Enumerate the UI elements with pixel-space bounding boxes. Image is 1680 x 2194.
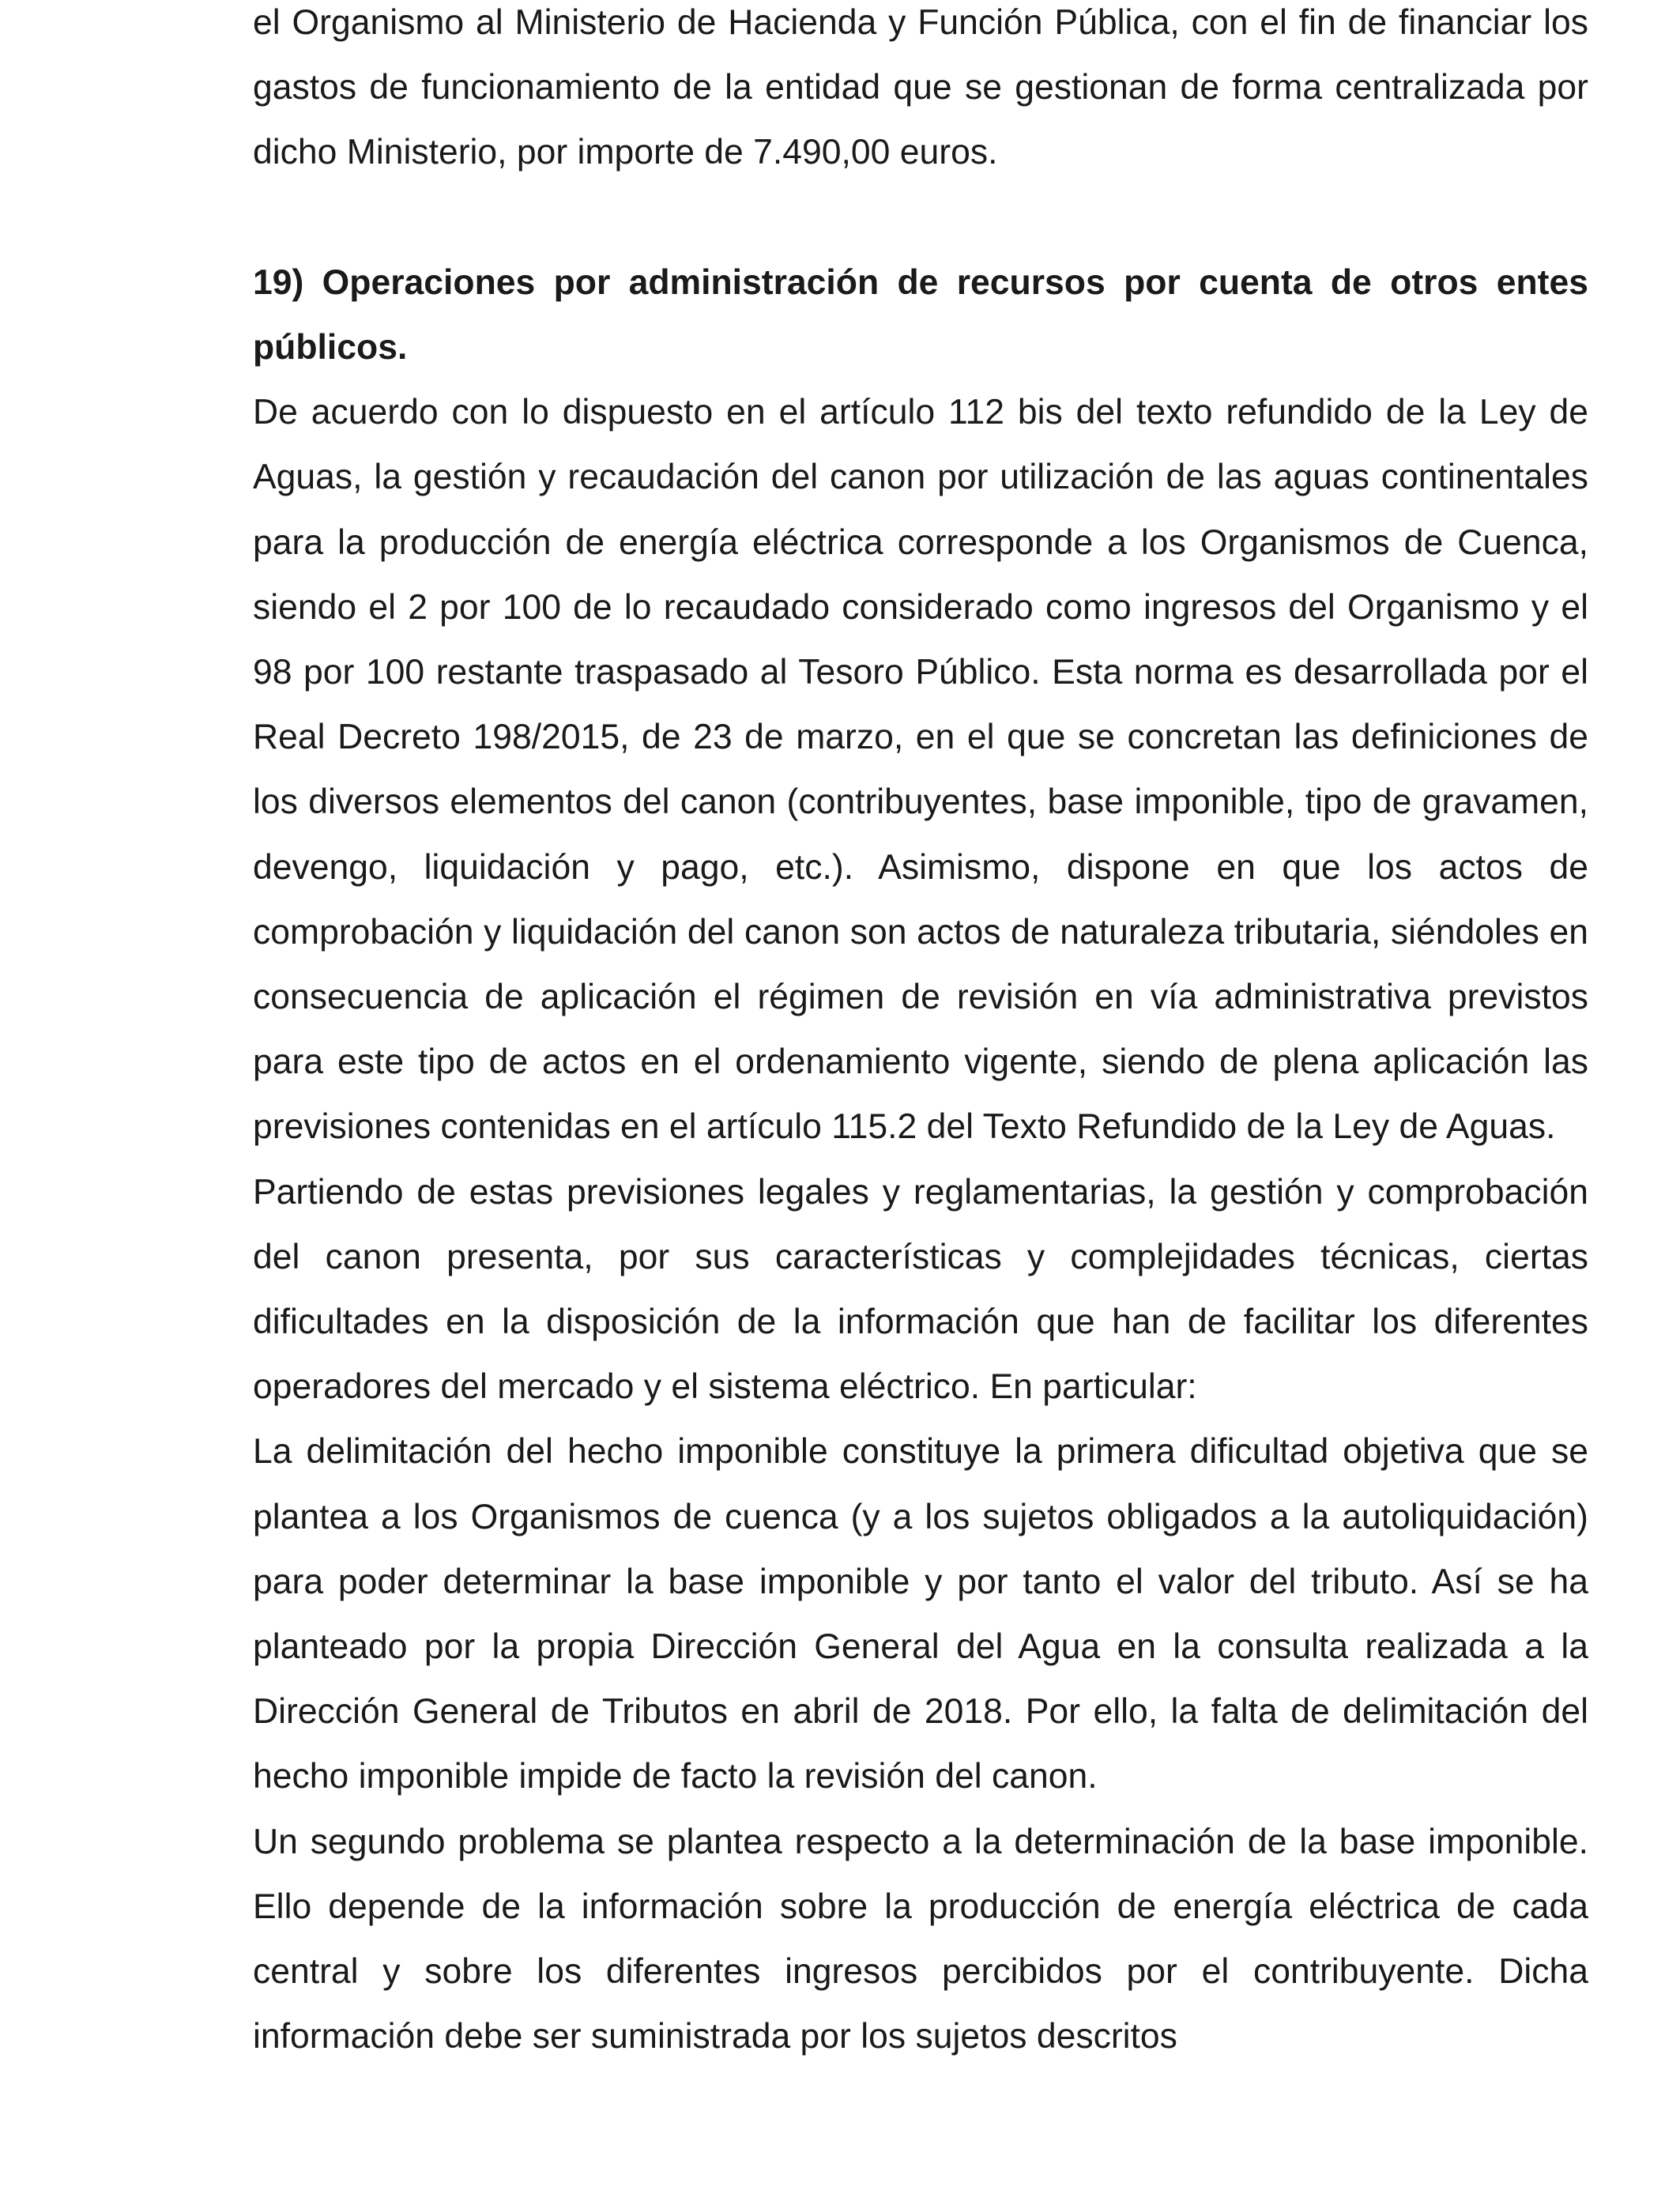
section-heading: 19) Operaciones por administración de recursos por cuenta de otros entes públicos. [253, 262, 1588, 367]
paragraph: La delimitación del hecho imponible constituye la primera dificultad objetiva que se plantea a los Organismos de cuenca (y a los sujetos obligados a la autoliquidación) para poder determinar la base imponible y por tanto el valor del tributo. Así se ha planteado por la propia Dirección General del Agua en la consulta realizada a la Dirección General de Tributos en abril de 2018. Por ello, la falta de delimitación del hecho imponible impide de facto la revisión del canon. [253, 1432, 1588, 1796]
intro-paragraph: el Organismo al Ministerio de Hacienda y Función Pública, con el fin de financiar los gastos de funcionamiento de la entidad que se gestionan de forma centralizada por dicho Ministerio, por importe de 7.490,00 euros. [253, 3, 1588, 172]
paragraph: De acuerdo con lo dispuesto en el artículo 112 bis del texto refundido de la Ley de Aguas, la gestión y recaudación del canon por utilización de las aguas continentales para la producción de energía eléctrica corresponde a los Organismos de Cuenca, siendo el 2 por 100 de lo recaudado considerado como ingresos del Organismo y el 98 por 100 restante traspasado al Tesoro Público. Esta norma es desarrollada por el Real Decreto 198/2015, de 23 de marzo, en el que se concretan las definiciones de los diversos elementos del canon (contribuyentes, base imponible, tipo de gravamen, devengo, liquidación y pago, etc.). Asimismo, dispone en que los actos de comprobación y liquidación del canon son actos de naturaleza tributaria, siéndoles en consecuencia de aplicación el régimen de revisión en vía administrativa previstos para este tipo de actos en el ordenamiento vigente, siendo de plena aplicación las previsiones contenidas en el artículo 115.2 del Texto Refundido de la Ley de Aguas. [253, 393, 1588, 1147]
paragraph: Un segundo problema se plantea respecto a la determinación de la base imponible. Ello depende de la información sobre la producción de energía eléctrica de cada central y sobre los diferentes ingresos percibidos por el contribuyente. Dicha información debe ser suministrada por los sujetos descritos [253, 1822, 1588, 2056]
paragraph: Partiendo de estas previsiones legales y reglamentarias, la gestión y comprobación del canon presenta, por sus características y complejidades técnicas, ciertas dificultades en la disposición de la información que han de facilitar los diferentes operadores del mercado y el sistema eléctrico. En particular: [253, 1172, 1588, 1407]
body-text [253, 0, 1588, 2069]
